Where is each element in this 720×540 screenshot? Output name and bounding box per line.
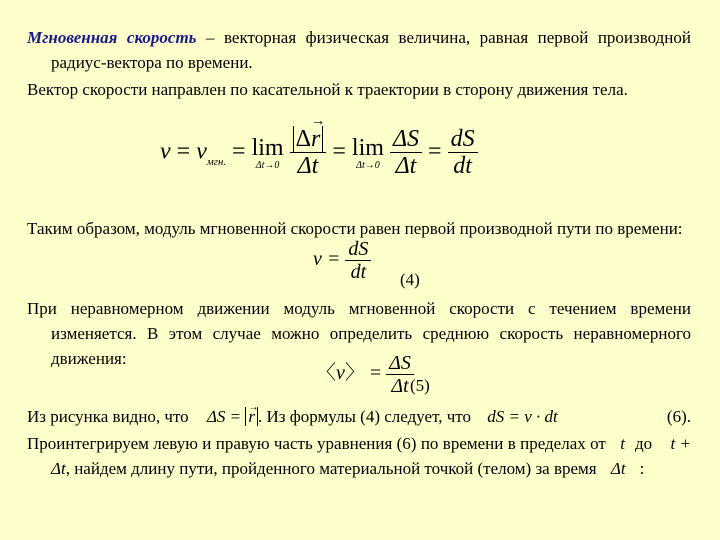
- relation-paragraph: [27, 404, 691, 429]
- equals-sign: =: [232, 138, 246, 165]
- equals-sign: =: [176, 138, 191, 165]
- fraction-dS-dt: [390, 126, 422, 180]
- equation-number-4: (4): [400, 270, 420, 289]
- numerator-abs-dr: Δ→ r: [290, 126, 327, 153]
- equals-sign: =: [364, 362, 382, 385]
- numerator-dS: dS: [448, 126, 478, 153]
- denominator-dt: Δt: [395, 153, 417, 180]
- denominator-dt: Δt: [297, 153, 319, 180]
- numerator-dS: ΔS: [390, 126, 422, 153]
- denominator-dt: dt: [453, 153, 472, 180]
- inline-formula-dS-v-dt: dS = v · dt: [487, 407, 558, 426]
- relation-text-a: Из рисунка видно, что: [27, 407, 189, 426]
- angle-bracket-open: 〈: [316, 362, 336, 385]
- numerator-dS: dS: [345, 238, 371, 261]
- integration-text-a: Проинтегрируем левую и правую часть уравнения (6) по времени в пределах от: [27, 434, 606, 453]
- formula-lhs: v =: [313, 248, 341, 271]
- velocity-direction-paragraph: Вектор скорости направлен по касательной к траектории в сторону движения тела.: [27, 80, 628, 99]
- term-instant-velocity: Мгновенная скорость: [27, 28, 197, 47]
- upper-limit: t + Δt: [51, 434, 692, 478]
- integration-text-d: :: [639, 459, 645, 478]
- average-speed-paragraph: При неравномерном движении модуль мгновенной скорости с течением времени изменяется. В этом случае можно определить среднюю скорость неравномерного движения:: [27, 299, 691, 368]
- r-vector: → r: [311, 126, 320, 152]
- lim-label: lim: [251, 134, 284, 161]
- lower-limit-t: t: [620, 434, 625, 453]
- lim-subscript: Δt→0: [356, 160, 380, 172]
- definition-text: – векторная физическая величина, равная первой производной радиус-вектора по времени.: [51, 28, 691, 72]
- average-speed-formula: [316, 352, 414, 397]
- v-symbol: v: [160, 138, 171, 165]
- equals-sign: =: [428, 138, 442, 165]
- integration-text-b: до: [634, 434, 653, 453]
- fraction-dr-dt: [290, 126, 327, 180]
- angle-bracket-close: 〉: [344, 362, 365, 385]
- time-interval: Δt: [610, 459, 626, 478]
- integration-text-c: , найдем длину пути, пройденного материальной точкой (телом) за время: [65, 459, 597, 478]
- inline-formula-dS-eq-r: [207, 407, 258, 426]
- limit-2: [352, 135, 384, 171]
- equation-number-5: (5): [410, 376, 430, 395]
- speed-derivative-formula: [313, 238, 371, 283]
- instant-velocity-formula: [160, 126, 478, 180]
- fraction-derivative: [448, 126, 478, 180]
- speed-module-paragraph: Таким образом, модуль мгновенной скорости равен первой производной пути по времени:: [27, 219, 683, 238]
- numerator-dS: ΔS: [386, 352, 414, 375]
- denominator-dt: Δt: [391, 375, 409, 397]
- limit-1: [252, 135, 284, 171]
- lim-label: lim: [351, 134, 384, 161]
- denominator-dt: dt: [350, 261, 367, 283]
- integration-paragraph: [27, 431, 691, 481]
- equals-sign: =: [332, 138, 346, 165]
- definition-paragraph: [27, 25, 691, 75]
- v-symbol: v: [336, 362, 345, 385]
- r-vector: → r: [248, 404, 255, 429]
- v-inst-subscript: мгн.: [206, 155, 227, 168]
- equation-number-6: (6).: [666, 407, 691, 426]
- v-inst-symbol: v: [196, 138, 207, 165]
- formula-lhs: ΔS =: [206, 407, 242, 426]
- fraction-dS-dt: [345, 238, 371, 283]
- lim-subscript: Δt→0: [255, 160, 280, 172]
- relation-text-b: . Из формулы (4) следует, что: [258, 407, 471, 426]
